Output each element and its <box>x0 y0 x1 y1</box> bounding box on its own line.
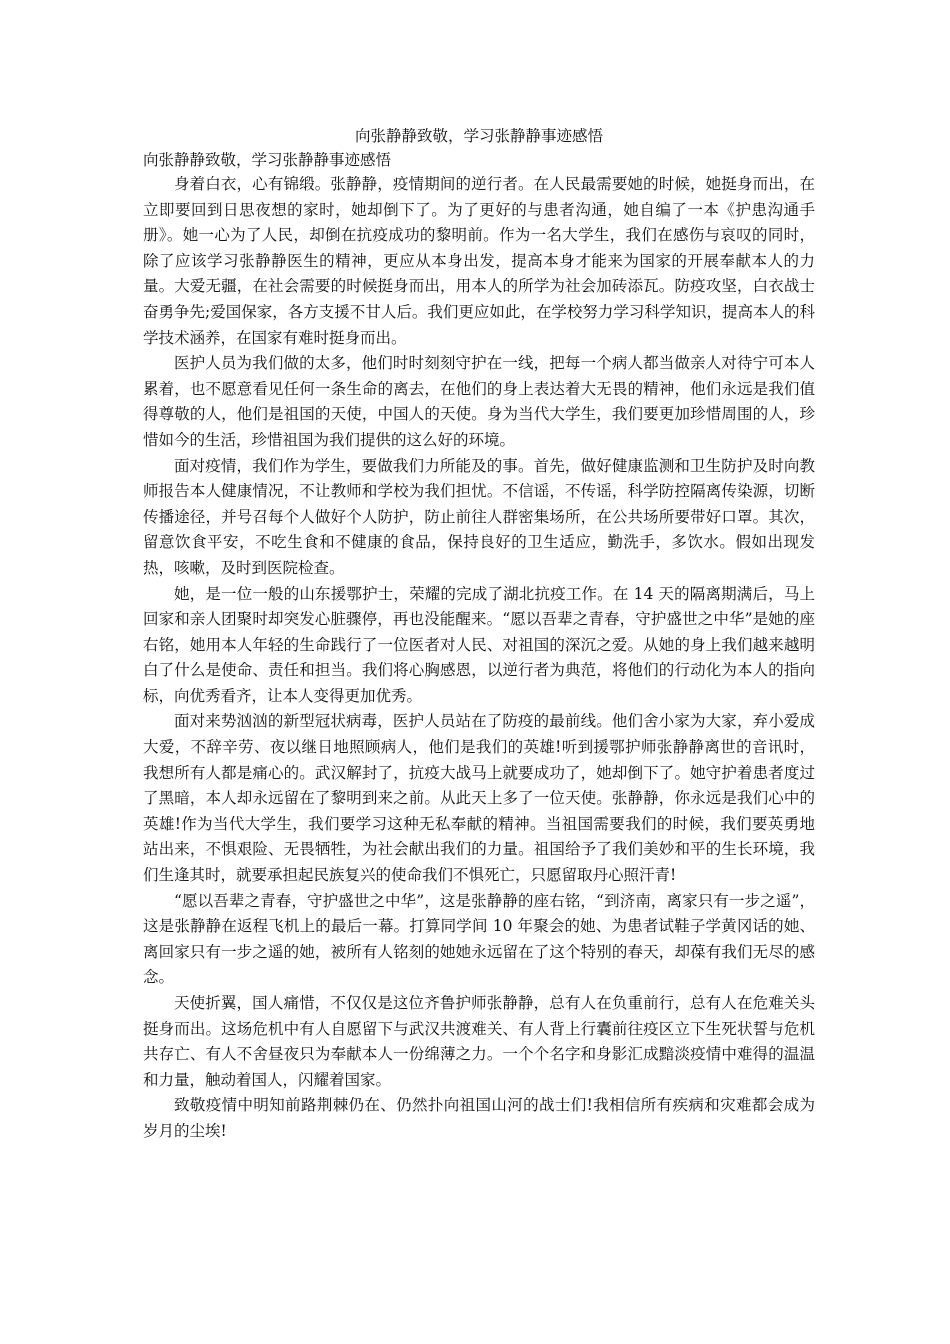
document-title: 向张静静致敬，学习张静静事迹感悟 <box>354 127 603 145</box>
document-page <box>143 124 815 1145</box>
paragraph-3: 面对疫情，我们作为学生，要做我们力所能及的事。首先，做好健康监测和卫生防护及时向教师报告本人健康情况，不让教师和学校为我们担忧。不信谣，不传谣，科学防控隔离传染源，切断传播途径，并号召每个人做好个人防护，防止前往人群密集场所，在公共场所要带好口罩。其次，留意饮食平安，不吃生食和不健康的食品，保持良好的卫生适应，勤洗手，多饮水。假如出现发热，咳嗽，及时到医院检查。 <box>143 456 815 577</box>
paragraph-4: 她，是一位一般的山东援鄂护士，荣耀的完成了湖北抗疫工作。在 14 天的隔离期满后，马上回家和亲人团聚时却突发心脏骤停，再也没能醒来。“愿以吾辈之青春，守护盛世之中华”是她的座右铭，她用本人年轻的生命践行了一位医者对人民、对祖国的深沉之爱。从她的身上我们越来越明白了什么是使命、责任和担当。我们将心胸感恩，以逆行者为典范，将他们的行动化为本人的指向标，向优秀看齐，让本人变得更加优秀。 <box>143 584 815 705</box>
document-subtitle: 向张静静致敬，学习张静静事迹感悟 <box>143 151 392 169</box>
paragraph-6: “愿以吾辈之青春，守护盛世之中华”，这是张静静的座右铭，“到济南，离家只有一步之遥”，这是张静静在返程飞机上的最后一幕。打算同学间 10 年聚会的她、为患者试鞋子学黄冈话的她、离回家只有一步之遥的她，被所有人铭刻的她她永远留在了这个特别的春天，却葆有我们无尽的感念。 <box>143 891 815 987</box>
paragraph-8: 致敬疫情中明知前路荆棘仍在、仍然扑向祖国山河的战士们!我相信所有疾病和灾难都会成为岁月的尘埃! <box>143 1096 815 1140</box>
paragraph-2: 医护人员为我们做的太多，他们时时刻刻守护在一线，把每一个病人都当做亲人对待宁可本人累着，也不愿意看见任何一条生命的离去，在他们的身上表达着大无畏的精神，他们永远是我们值得尊敬的人，他们是祖国的天使，中国人的天使。身为当代大学生，我们要更加珍惜周围的人，珍惜如今的生活，珍惜祖国为我们提供的这么好的环境。 <box>143 354 815 449</box>
paragraph-5: 面对来势汹汹的新型冠状病毒，医护人员站在了防疫的最前线。他们舍小家为大家，弃小爱成大爱，不辞辛劳、夜以继日地照顾病人，他们是我们的英雄!听到援鄂护师张静静离世的音讯时，我想所有人都是痛心的。武汉解封了，抗疫大战马上就要成功了，她却倒下了。她守护着患者度过了黑暗，本人却永远留在了黎明到来之前。从此天上多了一位天使。张静静，你永远是我们心中的英雄!作为当代大学生，我们要学习这种无私奉献的精神。当祖国需要我们的时候，我们要英勇地站出来，不惧艰险、无畏牺牲，为社会献出我们的力量。祖国给予了我们美妙和平的生长环境，我们生逢其时，就要承担起民族复兴的使命我们不惧死亡，只愿留取丹心照汗青! <box>143 712 815 885</box>
paragraph-1: 身着白衣，心有锦缎。张静静，疫情期间的逆行者。在人民最需要她的时候，她挺身而出，在立即要回到日思夜想的家时，她却倒下了。为了更好的与患者沟通，她自编了一本《护患沟通手册》。她一心为了人民，却倒在抗疫成功的黎明前。作为一名大学生，我们在感伤与哀叹的同时，除了应该学习张静静医生的精神，更应从本身出发，提高本身才能来为国家的开展奉献本人的力量。大爱无疆，在社会需要的时候挺身而出，用本人的所学为社会加砖添瓦。防疫攻坚，白衣战士奋勇争先;爱国保家，各方支援不甘人后。我们更应如此，在学校努力学习科学知识，提高本人的科学技术涵养，在国家有难时挺身而出。 <box>143 175 815 347</box>
paragraph-7: 天使折翼，国人痛惜，不仅仅是这位齐鲁护师张静静，总有人在负重前行，总有人在危难关头挺身而出。这场危机中有人自愿留下与武汉共渡难关、有人背上行囊前往疫区立下生死状誓与危机共存亡、有人不舍昼夜只为奉献本人一份绵薄之力。一个个名字和身影汇成黯淡疫情中难得的温温和力量，触动着国人，闪耀着国家。 <box>143 994 815 1089</box>
